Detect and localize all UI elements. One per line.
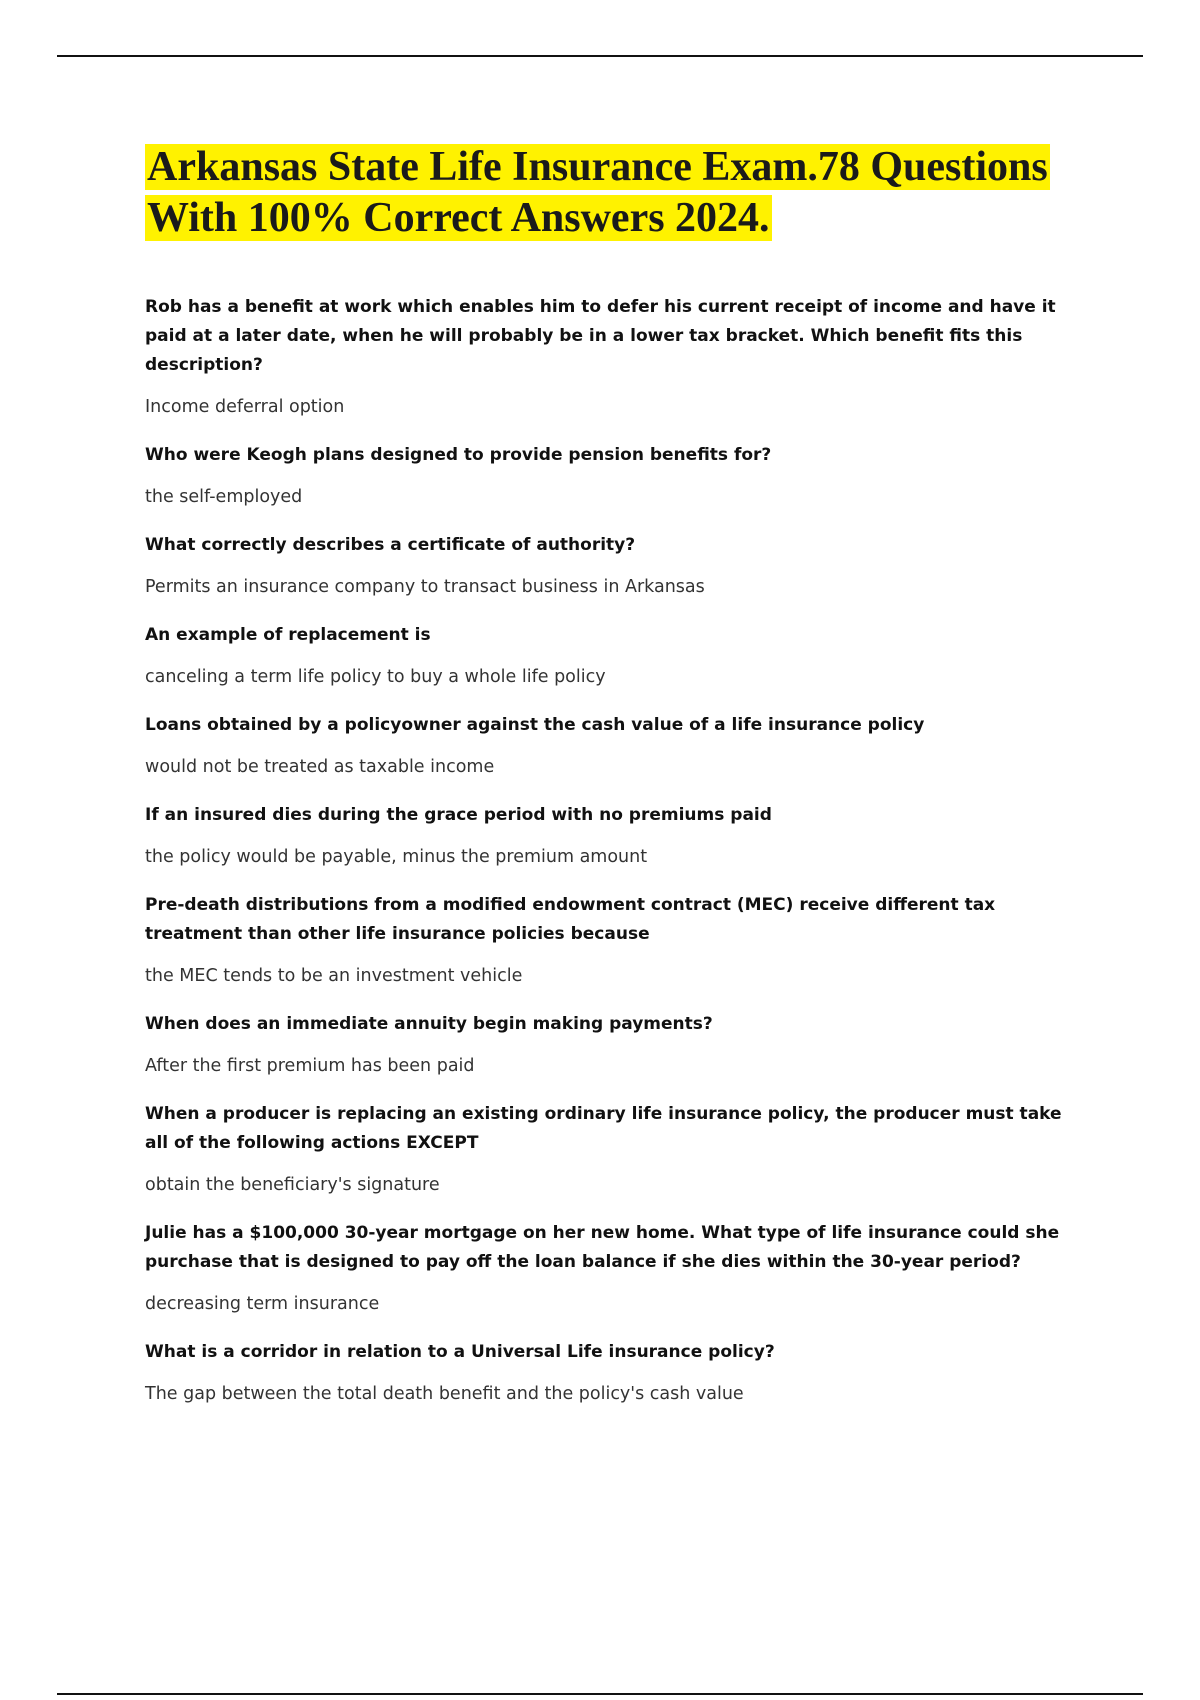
qa-item <box>145 801 1085 870</box>
question-text: What correctly describes a certificate of authority? <box>145 535 636 555</box>
answer-text: Income deferral option <box>145 397 345 417</box>
qa-item <box>145 1010 1085 1079</box>
qa-item <box>145 531 1085 600</box>
document-title <box>145 142 1085 244</box>
answer-text: canceling a term life policy to buy a whole life policy <box>145 667 606 687</box>
answer-text: obtain the beneficiary's signature <box>145 1175 440 1195</box>
qa-list <box>145 293 1085 1428</box>
qa-item <box>145 621 1085 690</box>
question-text: Who were Keogh plans designed to provide pension benefits for? <box>145 445 772 465</box>
qa-item <box>145 1100 1085 1198</box>
qa-item <box>145 1219 1085 1317</box>
question-text: An example of replacement is <box>145 625 431 645</box>
answer-text: The gap between the total death benefit and the policy's cash value <box>145 1384 744 1404</box>
question-text: When does an immediate annuity begin making payments? <box>145 1014 713 1034</box>
question-text: Rob has a benefit at work which enables him to defer his current receipt of income and have it paid at a later date, when he will probably be in a lower tax bracket. Which benefit fits this description? <box>145 297 1056 375</box>
answer-text: the self-employed <box>145 487 303 507</box>
question-text: Pre-death distributions from a modified endowment contract (MEC) receive different tax treatment than other life insurance policies because <box>145 895 996 944</box>
qa-item <box>145 1338 1085 1407</box>
answer-text: After the first premium has been paid <box>145 1056 475 1076</box>
question-text: When a producer is replacing an existing ordinary life insurance policy, the producer must take all of the following actions EXCEPT <box>145 1104 1062 1153</box>
qa-item <box>145 293 1085 420</box>
question-text: Loans obtained by a policyowner against the cash value of a life insurance policy <box>145 715 925 735</box>
answer-text: decreasing term insurance <box>145 1294 380 1314</box>
question-text: What is a corridor in relation to a Universal Life insurance policy? <box>145 1342 775 1362</box>
qa-item <box>145 711 1085 780</box>
answer-text: the policy would be payable, minus the premium amount <box>145 847 648 867</box>
qa-item <box>145 441 1085 510</box>
answer-text: would not be treated as taxable income <box>145 757 495 777</box>
question-text: Julie has a $100,000 30-year mortgage on her new home. What type of life insurance could she purchase that is designed to pay off the loan balance if she dies within the 30-year period? <box>145 1223 1060 1272</box>
answer-text: Permits an insurance company to transact business in Arkansas <box>145 577 705 597</box>
title-highlight: Arkansas State Life Insurance Exam.78 Questions With 100% Correct Answers 2024. <box>147 144 1048 241</box>
question-text: If an insured dies during the grace period with no premiums paid <box>145 805 772 825</box>
bottom-rule <box>57 1693 1143 1695</box>
top-rule <box>57 55 1143 57</box>
qa-item <box>145 891 1085 989</box>
answer-text: the MEC tends to be an investment vehicle <box>145 966 523 986</box>
